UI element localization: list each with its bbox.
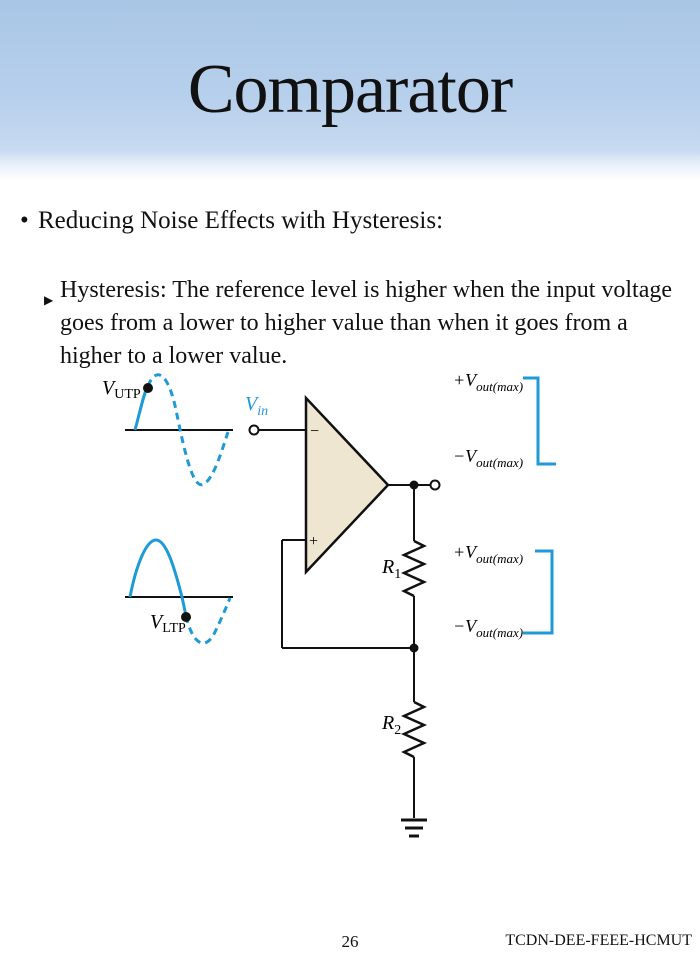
bullet-2-text: Hysteresis: The reference level is higher when the input voltage goes from a lower to higher value than when it goes from a higher to a lower value. bbox=[60, 277, 673, 369]
r2-resistor bbox=[404, 702, 424, 757]
vin-terminal bbox=[250, 426, 259, 435]
output-wave-top bbox=[523, 378, 556, 464]
footer-source: TCDN-DEE-FEEE-HCMUT bbox=[505, 932, 692, 949]
bullet-dot: • bbox=[20, 207, 29, 234]
vltp-waveform bbox=[125, 540, 233, 643]
page-number: 26 bbox=[341, 932, 359, 951]
vltp-label: $V_{LTP}$ bbox=[150, 611, 186, 636]
r2-label: $R_2$ bbox=[382, 712, 402, 738]
vutp-waveform bbox=[102, 375, 233, 485]
output-wave-bottom bbox=[523, 551, 552, 633]
vin-label: $V_{in}$ bbox=[245, 393, 269, 419]
vutp-label: $V_{UTP}$ bbox=[102, 377, 141, 402]
wave-dashed-segment bbox=[186, 598, 230, 643]
out-bot-pos-label: $+V_{out(max)}$ bbox=[453, 542, 524, 566]
bullet-1-text: Reducing Noise Effects with Hysteresis: bbox=[38, 207, 444, 234]
r1-resistor bbox=[404, 541, 424, 596]
slide-title: Comparator bbox=[187, 51, 513, 128]
wave-solid-segment bbox=[130, 540, 186, 616]
out-bot-neg-label: $-V_{out(max)}$ bbox=[453, 616, 524, 640]
utp-point bbox=[143, 383, 153, 393]
out-top-neg-label: $-V_{out(max)}$ bbox=[453, 446, 524, 470]
ground-icon bbox=[401, 820, 427, 836]
opamp-plus-label: + bbox=[309, 533, 319, 550]
output-terminal bbox=[431, 481, 440, 490]
out-top-pos-label: $+V_{out(max)}$ bbox=[453, 370, 524, 394]
r1-label: $R_1$ bbox=[382, 556, 402, 582]
bullet-arrow-icon: ▶ bbox=[44, 293, 54, 307]
opamp-minus-label: − bbox=[310, 423, 320, 440]
